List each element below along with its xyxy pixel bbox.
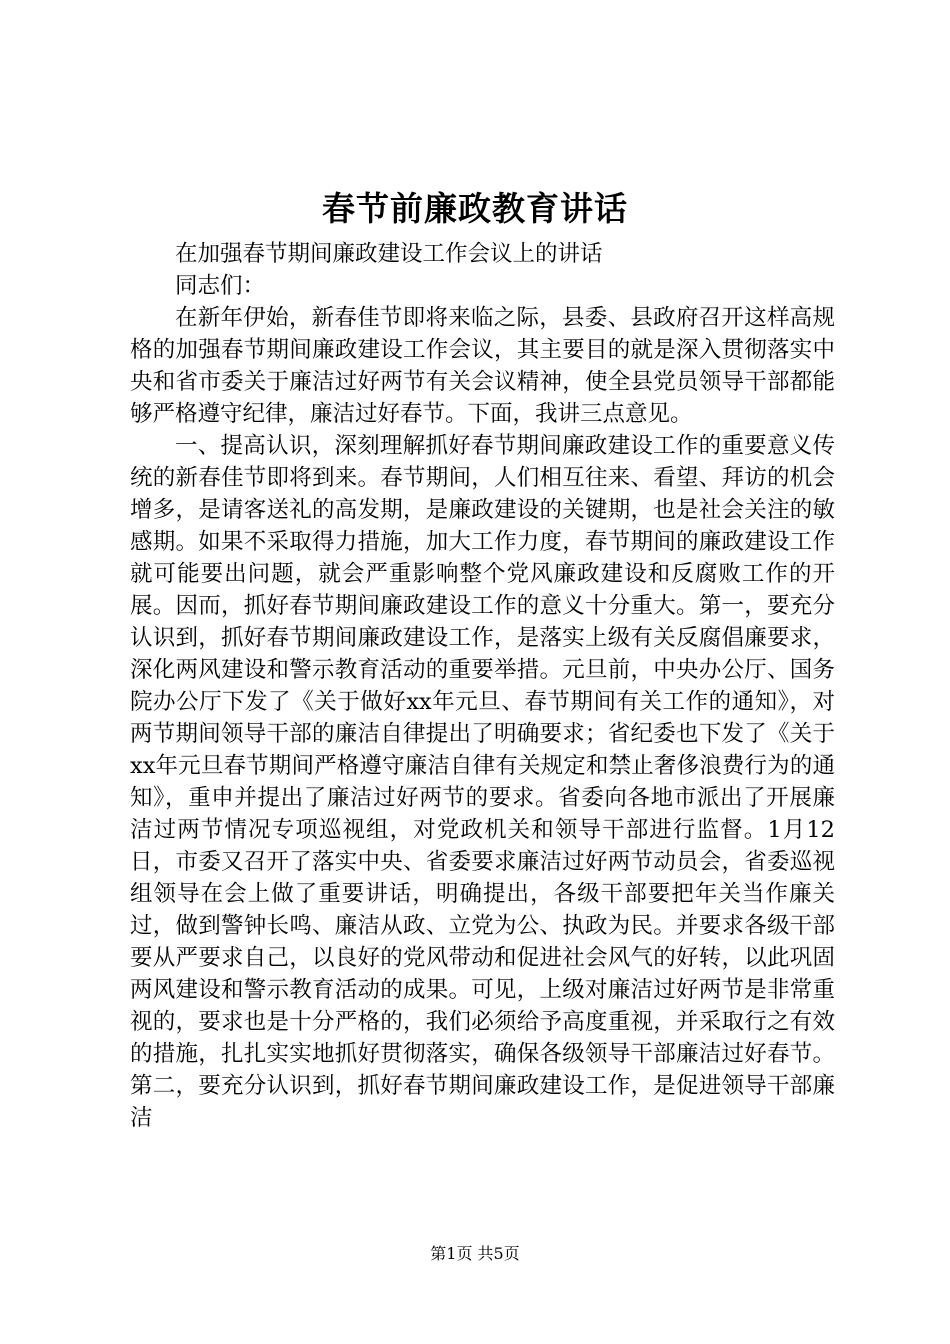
speech-subtitle: 在加强春节期间廉政建设工作会议上的讲话 [175,241,603,267]
paragraph-section-one: 一、提高认识，深刻理解抓好春节期间廉政建设工作的重要意义传统的新春佳节即将到来。春节期间，人们相互往来、看望、拜访的机会增多，是请客送礼的高发期，是廉政建设的关键期，也是社会关注的敏感期。如果不采取得力措施，加大工作力度，春节期间的廉政建设工作就可能要出问题，就会严重影响整个党风廉政建设和反腐败工作的开展。因而，抓好春节期间廉政建设工作的意义十分重大。第一，要充分认识到，抓好春节期间廉政建设工作，是落实上级有关反腐倡廉要求，深化两风建设和警示教育活动的重要举措。元旦前，中央办公厅、国务院办公厅下发了《关于做好xx年元旦、春节期间有关工作的通知》，对两节期间领导干部的廉洁自律提出了明确要求；省纪委也下发了《关于xx年元旦春节期间严格遵守廉洁自律有关规定和禁止奢侈浪费行为的通知》，重申并提出了廉洁过好两节的要求。省委向各地市派出了开展廉洁过两节情况专项巡视组，对党政机关和领导干部进行监督。1月12日，市委又召开了落实中央、省委要求廉洁过好两节动员会，省委巡视组领导在会上做了重要讲话，明确提出，各级干部要把年关当作廉关过，做到警钟长鸣、廉洁从政、立党为公、执政为民。并要求各级干部要从严要求自己，以良好的党风带动和促进社会风气的好转，以此巩固两风建设和警示教育活动的成果。可见，上级对廉洁过好两节是非常重视的，要求也是十分严格的，我们必须给予高度重视，并采取行之有效的措施，扎扎实实地抓好贯彻落实，确保各级领导干部廉洁过好春节。第二，要充分认识到，抓好春节期间廉政建设工作，是促进领导干部廉洁 [130,433,835,1131]
document-body [130,238,835,1134]
salutation: 同志们： [175,273,266,299]
page-footer: 第1页 共5页 [430,1244,520,1263]
document-title: 春节前廉政教育讲话 [322,189,628,228]
paragraph-intro: 在新年伊始，新春佳节即将来临之际，县委、县政府召开这样高规格的加强春节期间廉政建设工作会议，其主要目的就是深入贯彻落实中央和省市委关于廉洁过好两节有关会议精神，使全县党员领导干部都能够严格遵守纪律，廉洁过好春节。下面，我讲三点意见。 [130,305,835,427]
